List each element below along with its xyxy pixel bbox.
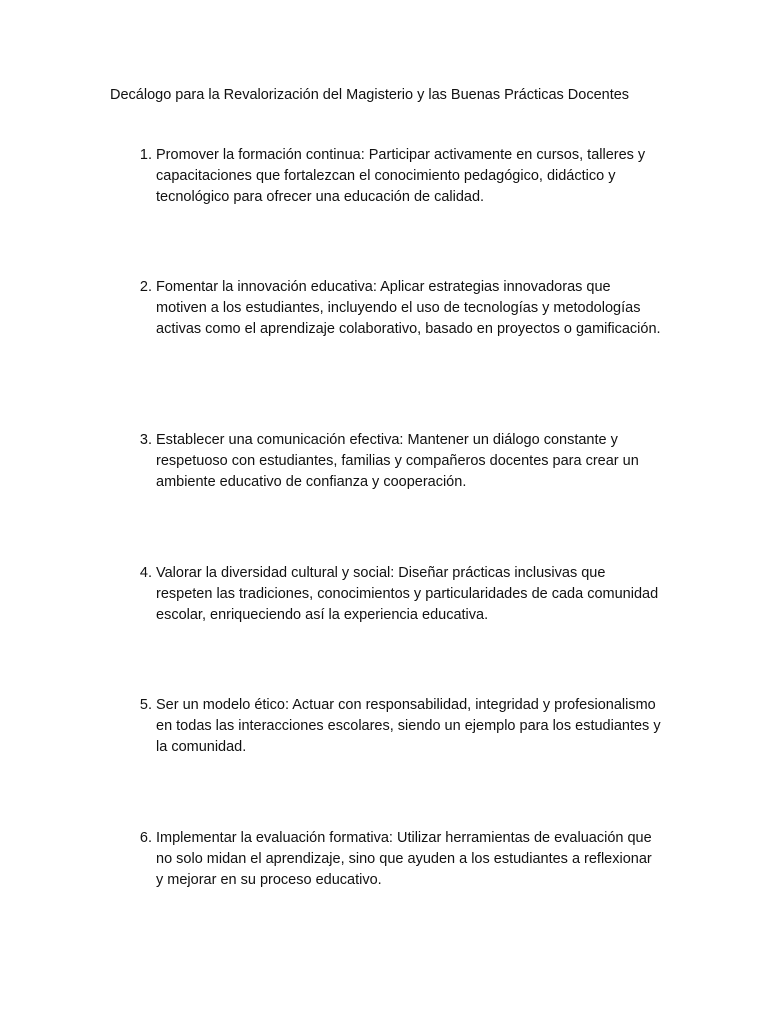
list-item [139, 695, 662, 758]
list-item-number: 6. [139, 830, 152, 846]
list-item-text: Ser un modelo ético: Actuar con responsabilidad, integridad y profesionalismo en todas las interacciones escolares, siendo un ejemplo para los estudiantes y la comunidad. [156, 697, 661, 755]
list-item-text: Establecer una comunicación efectiva: Mantener un diálogo constante y respetuoso con estudiantes, familias y compañeros docentes para crear un ambiente educativo de confianza y cooperación. [156, 432, 639, 490]
list-item-number: 4. [139, 565, 152, 581]
list-item [139, 828, 662, 891]
list-item-text: Valorar la diversidad cultural y social: Diseñar prácticas inclusivas que respeten las tradiciones, conocimientos y particularidades de cada comunidad escolar, enriqueciendo así la experiencia educativa. [156, 565, 659, 623]
list-item [139, 145, 662, 208]
list-item-text: Implementar la evaluación formativa: Utilizar herramientas de evaluación que no solo midan el aprendizaje, sino que ayuden a los estudiantes a reflexionar y mejorar en su proceso educativo. [156, 830, 652, 888]
list-item-text: Promover la formación continua: Participar activamente en cursos, talleres y capacitaciones que fortalezcan el conocimiento pedagógico, didáctico y tecnológico para ofrecer una educación de calidad. [156, 147, 646, 205]
list-item-text: Fomentar la innovación educativa: Aplicar estrategias innovadoras que motiven a los estudiantes, incluyendo el uso de tecnologías y metodologías activas como el aprendizaje colaborativo, basado en proyectos o gamificación. [156, 279, 661, 337]
list-item-number: 1. [139, 147, 152, 163]
document-title: Decálogo para la Revalorización del Magisterio y las Buenas Prácticas Docentes [110, 87, 630, 103]
list-item [139, 430, 662, 493]
list-item [139, 277, 662, 340]
list-item [139, 563, 662, 626]
list-item-number: 5. [139, 697, 152, 713]
list-item-number: 3. [139, 432, 152, 448]
list-item-number: 2. [139, 279, 152, 295]
